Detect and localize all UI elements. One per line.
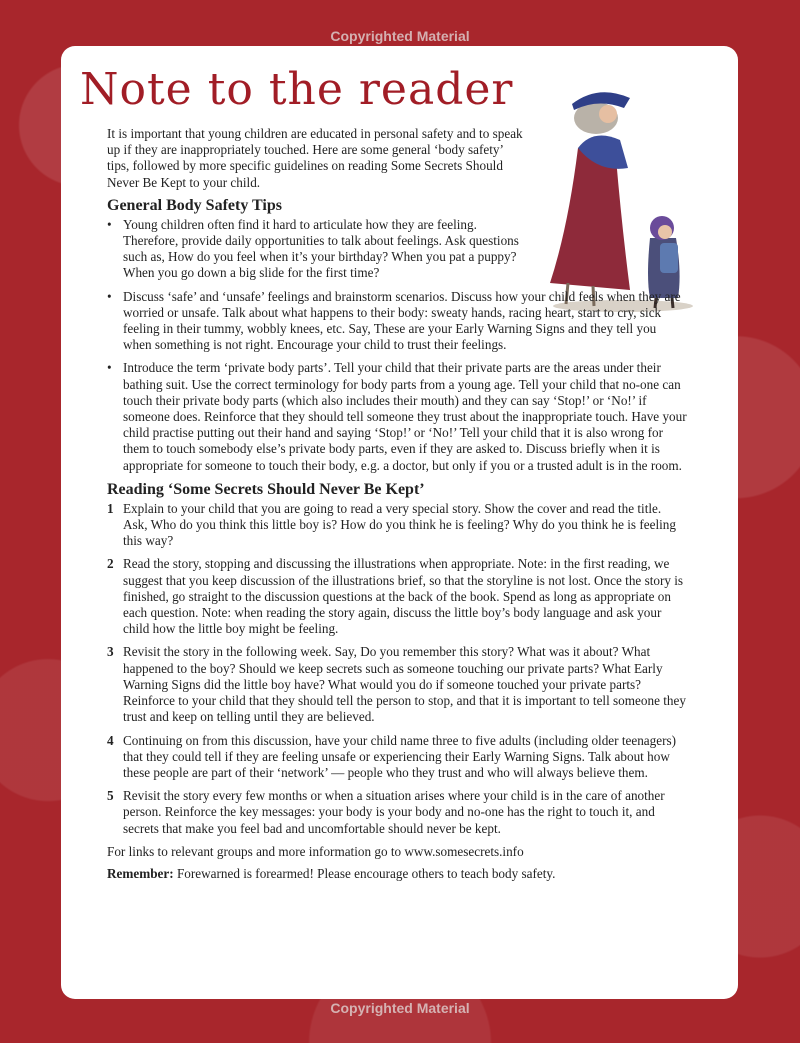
step-number: 1 bbox=[107, 500, 114, 516]
tip-text: Introduce the term ‘private body parts’. Tell your child that their private parts are the areas under their bathing suit. Use the correct terminology for body parts from a young age. Tell your child that no-one can touch their private body parts (which also includes their mouth) and they can say ‘Stop!’ or ‘No!’ if someone does. Reinforce that they should tell someone they trust about the inappropriate touch. Have your child practise putting out their hand and saying ‘Stop!’ or ‘No!’ Tell your child that it is also wrong for them to touch somebody else’s private body parts, even if they are asked to. Discuss briefly when it is appropriate for someone to touch their body, e.g. a doctor, but only if you or a trusted adult is in the room. bbox=[123, 360, 687, 473]
step-item bbox=[107, 644, 687, 725]
links-note: For links to relevant groups and more information go to www.somesecrets.info bbox=[107, 843, 524, 859]
step-text: Read the story, stopping and discussing the illustrations when appropriate. Note: in the first reading, we suggest that you keep discussion of the illustrations brief, so that the storyline is not lost. Once the story is finished, go straight to the discussion questions at the back of the book. Spend as long as appropriate on each question. Note: when reading the story again, discuss the little boy’s body language and ask your child how the little boy might be feeling. bbox=[123, 556, 684, 637]
tip-item bbox=[107, 217, 523, 282]
step-item bbox=[107, 733, 687, 782]
remember-label: Remember: bbox=[107, 865, 174, 881]
step-item bbox=[107, 788, 687, 837]
remember-note bbox=[107, 866, 687, 882]
section-heading-reading: Reading ‘Some Secrets Should Never Be Kept’ bbox=[107, 480, 425, 498]
step-text: Explain to your child that you are going to read a very special story. Show the cover and read the title. Ask, Who do you think this little boy is? How do you think he is feeling? Why do you think he is feeling this way? bbox=[123, 500, 676, 549]
step-number: 3 bbox=[107, 644, 114, 660]
step-text: Revisit the story every few months or when a situation arises where your child is in the care of another person. Reinforce the key messages: your body is your body and no-one has the right to touch it, and secrets that make you feel bad and uncomfortable should never be kept. bbox=[123, 788, 665, 836]
step-text: Continuing on from this discussion, have your child name three to five adults (including older teenagers) that they could tell if they are feeling unsafe or experiencing their Early Warning Signs. Talk about how these people are part of their ‘network’ — people who they trust and who will always believe them. bbox=[123, 732, 677, 780]
step-number: 4 bbox=[107, 732, 114, 748]
tip-text: Young children often find it hard to articulate how they are feeling. Therefore, provide daily opportunities to talk about feelings. Ask questions such as, How do you feel when it’s your birthday? When you pat a puppy? When you go down a big slide for the first time? bbox=[123, 216, 519, 281]
bullet-icon: • bbox=[107, 360, 112, 376]
intro-paragraph: It is important that young children are educated in personal safety and to speak up if they are inappropriately touched. Here are some general ‘body safety’ tips, followed by more specific guidelines on reading Some Secrets Should Never Be Kept to your child. bbox=[107, 126, 523, 190]
step-text: Revisit the story in the following week. Say, Do you remember this story? What was it about? What happened to the boy? Should we keep secrets such as someone touching our private parts? What Early Warning Signs did the little boy have? What would you do if someone touched your private parts? Reinforce to your child that they should tell the person to stop, and that it is important to tell someone they trust and keep on telling until they are believed. bbox=[123, 644, 686, 725]
tip-item bbox=[107, 289, 687, 354]
remember-text: Forewarned is forearmed! Please encourage others to teach body safety. bbox=[173, 865, 556, 881]
watermark-bottom: Copyrighted Material bbox=[330, 1000, 470, 1016]
step-number: 5 bbox=[107, 788, 114, 804]
tips-list bbox=[107, 217, 687, 474]
watermark-top: Copyrighted Material bbox=[330, 28, 470, 44]
step-number: 2 bbox=[107, 556, 114, 572]
tip-item bbox=[107, 360, 687, 473]
content bbox=[107, 126, 687, 888]
section-heading-general-tips: General Body Safety Tips bbox=[107, 196, 282, 214]
step-item bbox=[107, 556, 687, 637]
bullet-icon: • bbox=[107, 288, 112, 304]
step-item bbox=[107, 501, 687, 550]
page-title: Note to the reader bbox=[80, 64, 514, 115]
steps-list bbox=[107, 501, 687, 837]
tip-text: Discuss ‘safe’ and ‘unsafe’ feelings and brainstorm scenarios. Discuss how your child feels when they are worried or unsafe. Talk about what happens to their body: sweaty hands, racing heart, start to cry, sick feeling in their tummy, wobbly knees, etc. Say, These are your Early Warning Signs and they tell you when something is not right. Encourage your child to trust their feelings. bbox=[123, 288, 681, 353]
bullet-icon: • bbox=[107, 216, 112, 232]
